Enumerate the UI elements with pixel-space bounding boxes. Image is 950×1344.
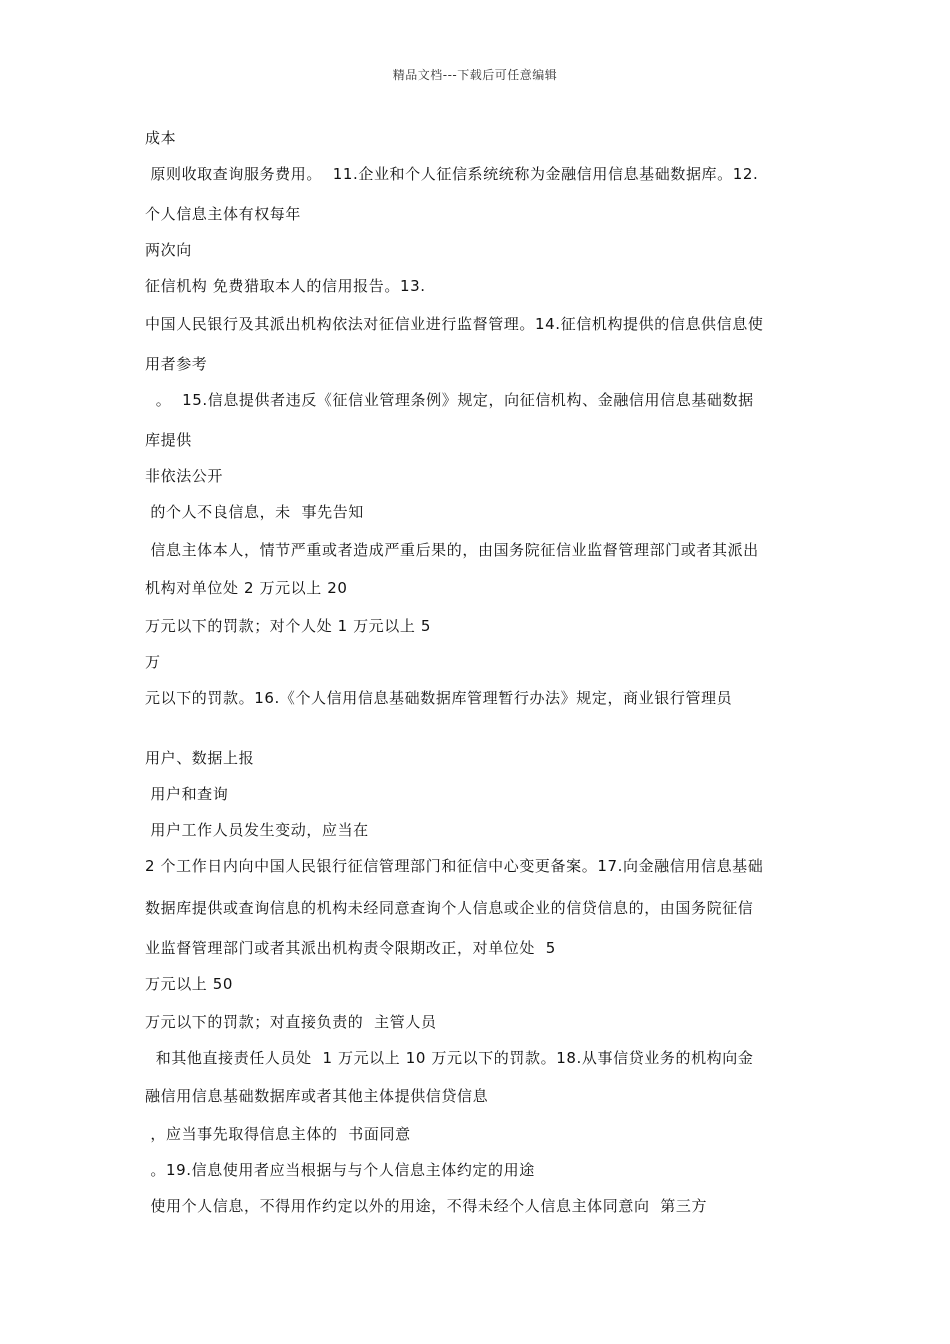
body-line-4: 两次向 <box>145 241 192 259</box>
body-line-17: 用户、数据上报 <box>145 749 255 767</box>
body-line-5: 征信机构 免费猎取本人的信用报告。13. <box>145 277 426 295</box>
body-line-24: 万元以下的罚款；对直接负责的 主管人员 <box>145 1013 437 1031</box>
body-line-25: 和其他直接责任人员处 1 万元以上 10 万元以下的罚款。18.从事信贷业务的机构向金 <box>145 1049 754 1067</box>
body-line-20: 2 个工作日内向中国人民银行征信管理部门和征信中心变更备案。17.向金融信用信息基础 <box>145 857 764 875</box>
page-header: 精品文档---下载后可任意编辑 <box>392 68 558 82</box>
body-line-12: 信息主体本人，情节严重或者造成严重后果的，由国务院征信业监督管理部门或者其派出 <box>145 541 759 559</box>
body-line-6: 中国人民银行及其派出机构依法对征信业进行监督管理。14.征信机构提供的信息供信息使 <box>145 315 764 333</box>
body-line-29: 使用个人信息，不得用作约定以外的用途，不得未经个人信息主体同意向 第三方 <box>145 1197 708 1215</box>
body-line-9: 库提供 <box>145 431 192 449</box>
body-line-14: 万元以下的罚款；对个人处 1 万元以上 5 <box>145 617 431 635</box>
body-line-23: 万元以上 50 <box>145 975 234 993</box>
body-line-11: 的个人不良信息，未 事先告知 <box>145 503 364 521</box>
body-line-22: 业监督管理部门或者其派出机构责令限期改正，对单位处 5 <box>145 939 556 957</box>
body-line-3: 个人信息主体有权每年 <box>145 205 302 223</box>
body-line-27: ，应当事先取得信息主体的 书面同意 <box>145 1125 411 1143</box>
body-line-1: 成本 <box>145 129 177 147</box>
body-line-16: 元以下的罚款。16.《个人信用信息基础数据库管理暂行办法》规定，商业银行管理员 <box>145 689 733 707</box>
body-line-19: 用户工作人员发生变动，应当在 <box>145 821 369 839</box>
body-line-7: 用者参考 <box>145 355 208 373</box>
body-line-26: 融信用信息基础数据库或者其他主体提供信贷信息 <box>145 1087 489 1105</box>
body-line-10: 非依法公开 <box>145 467 224 485</box>
body-line-8: 。 15.信息提供者违反《征信业管理条例》规定，向征信机构、金融信用信息基础数据 <box>145 391 754 409</box>
body-line-21: 数据库提供或查询信息的机构未经同意查询个人信息或企业的信贷信息的，由国务院征信 <box>145 899 754 917</box>
body-line-15: 万 <box>145 653 161 671</box>
body-line-28: 。19.信息使用者应当根据与与个人信息主体约定的用途 <box>145 1161 535 1179</box>
body-line-13: 机构对单位处 2 万元以上 20 <box>145 579 348 597</box>
body-line-18: 用户和查询 <box>145 785 229 803</box>
body-line-2: 原则收取查询服务费用。 11.企业和个人征信系统统称为金融信用信息基础数据库。12. <box>145 165 759 183</box>
